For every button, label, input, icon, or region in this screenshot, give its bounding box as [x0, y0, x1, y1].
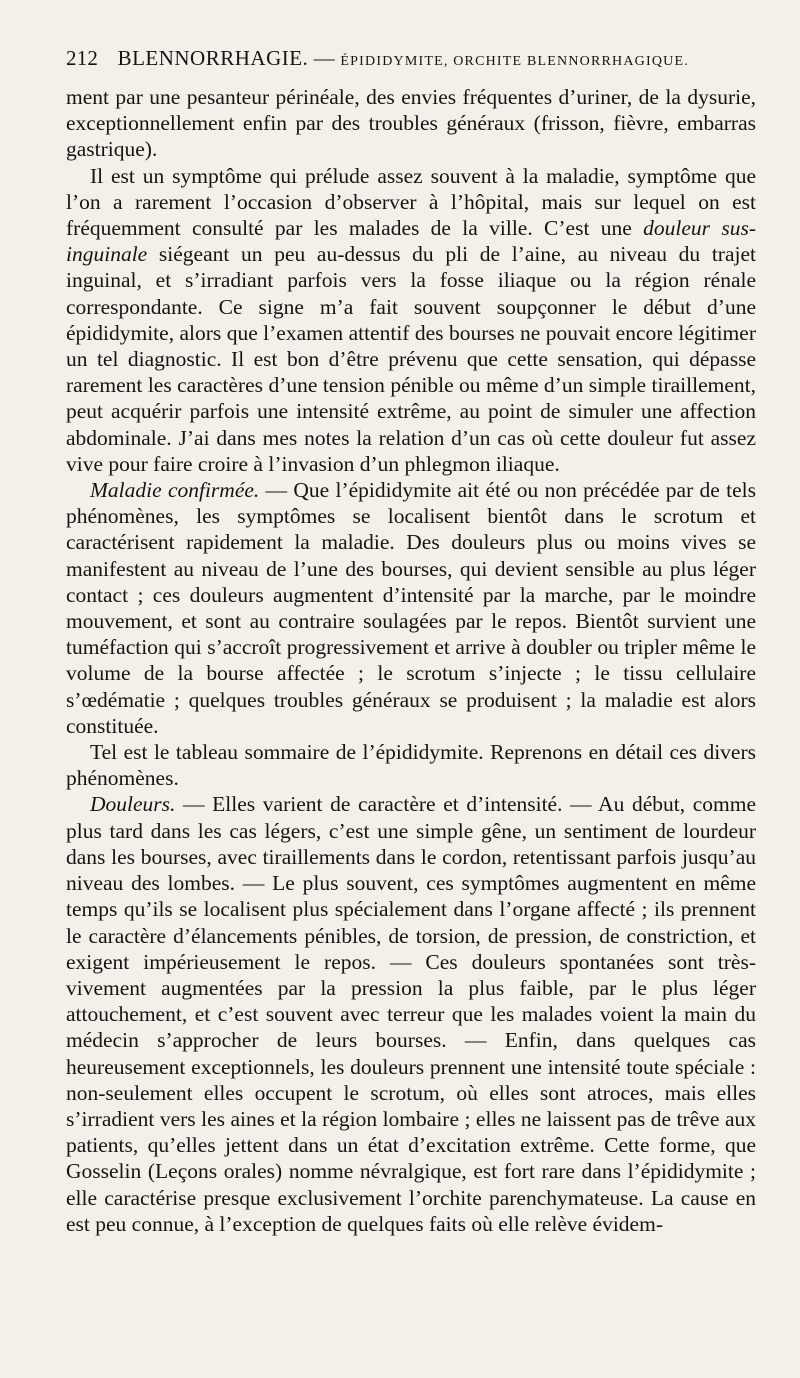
paragraph-douleur-sus-inguinale	[66, 163, 756, 477]
header-dash: —	[313, 46, 335, 70]
paragraph-text: — Que l’épididymite ait été ou non précédée par de tels phénomènes, les symptômes se localisent bientôt dans le scrotum et caractérisent rapidement la maladie. Des douleurs plus ou moins vives se manifestent au niveau de l’une des bourses, qui devient sensible au plus léger contact ; ces douleurs augmentent d’intensité par la marche, par le moindre mouvement, et sont au contraire soulagées par le repos. Bientôt survient une tuméfaction qui s’accroît progressivement et arrive à doubler ou tripler même le volume de la bourse affectée ; le scrotum s’injecte ; le tissu cellulaire s’œdématie ; quelques troubles généraux se produisent ; la maladie est alors constituée.	[66, 478, 756, 738]
section-heading: Douleurs.	[90, 792, 176, 817]
italic-term: douleur sus-inguinale	[66, 216, 756, 267]
page-number: 212	[66, 46, 99, 70]
running-title: BLENNORRHAGIE.	[117, 46, 309, 70]
page-body	[66, 84, 756, 1237]
paragraph-maladie-confirmee	[66, 477, 756, 739]
paragraph-continuation: ment par une pesanteur périnéale, des envies fréquentes d’uriner, de la dysurie, exceptionnellement enfin par des troubles généraux (frisson, fièvre, embarras gastrique).	[66, 85, 756, 162]
section-heading: Maladie confirmée.	[90, 478, 260, 503]
running-header	[66, 46, 756, 71]
paragraph-text: Il est un symptôme qui prélude assez souvent à la maladie, symptôme que l’on a rarement l’occasion d’observer à l’hôpital, mais sur lequel on est fréquemment consulté par les malades de la ville. C’est une	[66, 163, 756, 241]
paragraph-text: siégeant un peu au-dessus du pli de l’aine, au niveau du trajet inguinal, et s’irradiant parfois vers la fosse iliaque ou la région rénale correspondante. Ce signe m’a fait souvent soupçonner le début d’une épididymite, alors que l’examen attentif des bourses ne pouvait encore légitimer un tel diagnostic. Il est bon d’être prévenu que cette sensation, qui dépasse rarement les caractères d’une tension pénible ou même d’un simple tiraillement, peut acquérir parfois une intensité extrême, au point de simuler une affection abdominale. J’ai dans mes notes la relation d’un cas où cette douleur fut assez vive pour faire croire à l’invasion d’un phlegmon iliaque.	[66, 242, 756, 476]
running-subtitle: ÉPIDIDYMITE, ORCHITE BLENNORRHAGIQUE.	[340, 54, 689, 69]
paragraph-douleurs	[66, 791, 756, 1236]
paragraph-text: — Elles varient de caractère et d’intensité. — Au début, comme plus tard dans les cas légers, c’est une simple gêne, un sentiment de lourdeur dans les bourses, avec tiraillements dans le cordon, retentissant parfois jusqu’au niveau des lombes. — Le plus souvent, ces symptômes augmentent en même temps qu’ils se localisent plus spécialement dans l’organe affecté ; ils prennent le caractère d’élancements pénibles, de torsion, de pression, de constriction, et exigent impérieusement le repos. — Ces douleurs spontanées sont très-vivement augmentées par la pression la plus faible, par le plus léger attouchement, et c’est souvent avec terreur que les malades voient la main du médecin s’approcher de leurs bourses. — Enfin, dans quelques cas heureusement exceptionnels, les douleurs prennent une intensité toute spéciale : non-seulement elles occupent le scrotum, où elles sont atroces, mais elles s’irradient vers les aines et la région lombaire ; elles ne laissent pas de trêve aux patients, qu’elles jettent dans un état d’excitation extrême. Cette forme, que Gosselin (Leçons orales) nomme névralgique, est fort rare dans l’épididymite ; elle caractérise presque exclusivement l’orchite parenchymateuse. La cause en est peu connue, à l’exception de quelques faits où elle relève évidem-	[66, 792, 756, 1236]
paragraph-tableau: Tel est le tableau sommaire de l’épididymite. Reprenons en détail ces divers phénomènes.	[66, 740, 756, 791]
